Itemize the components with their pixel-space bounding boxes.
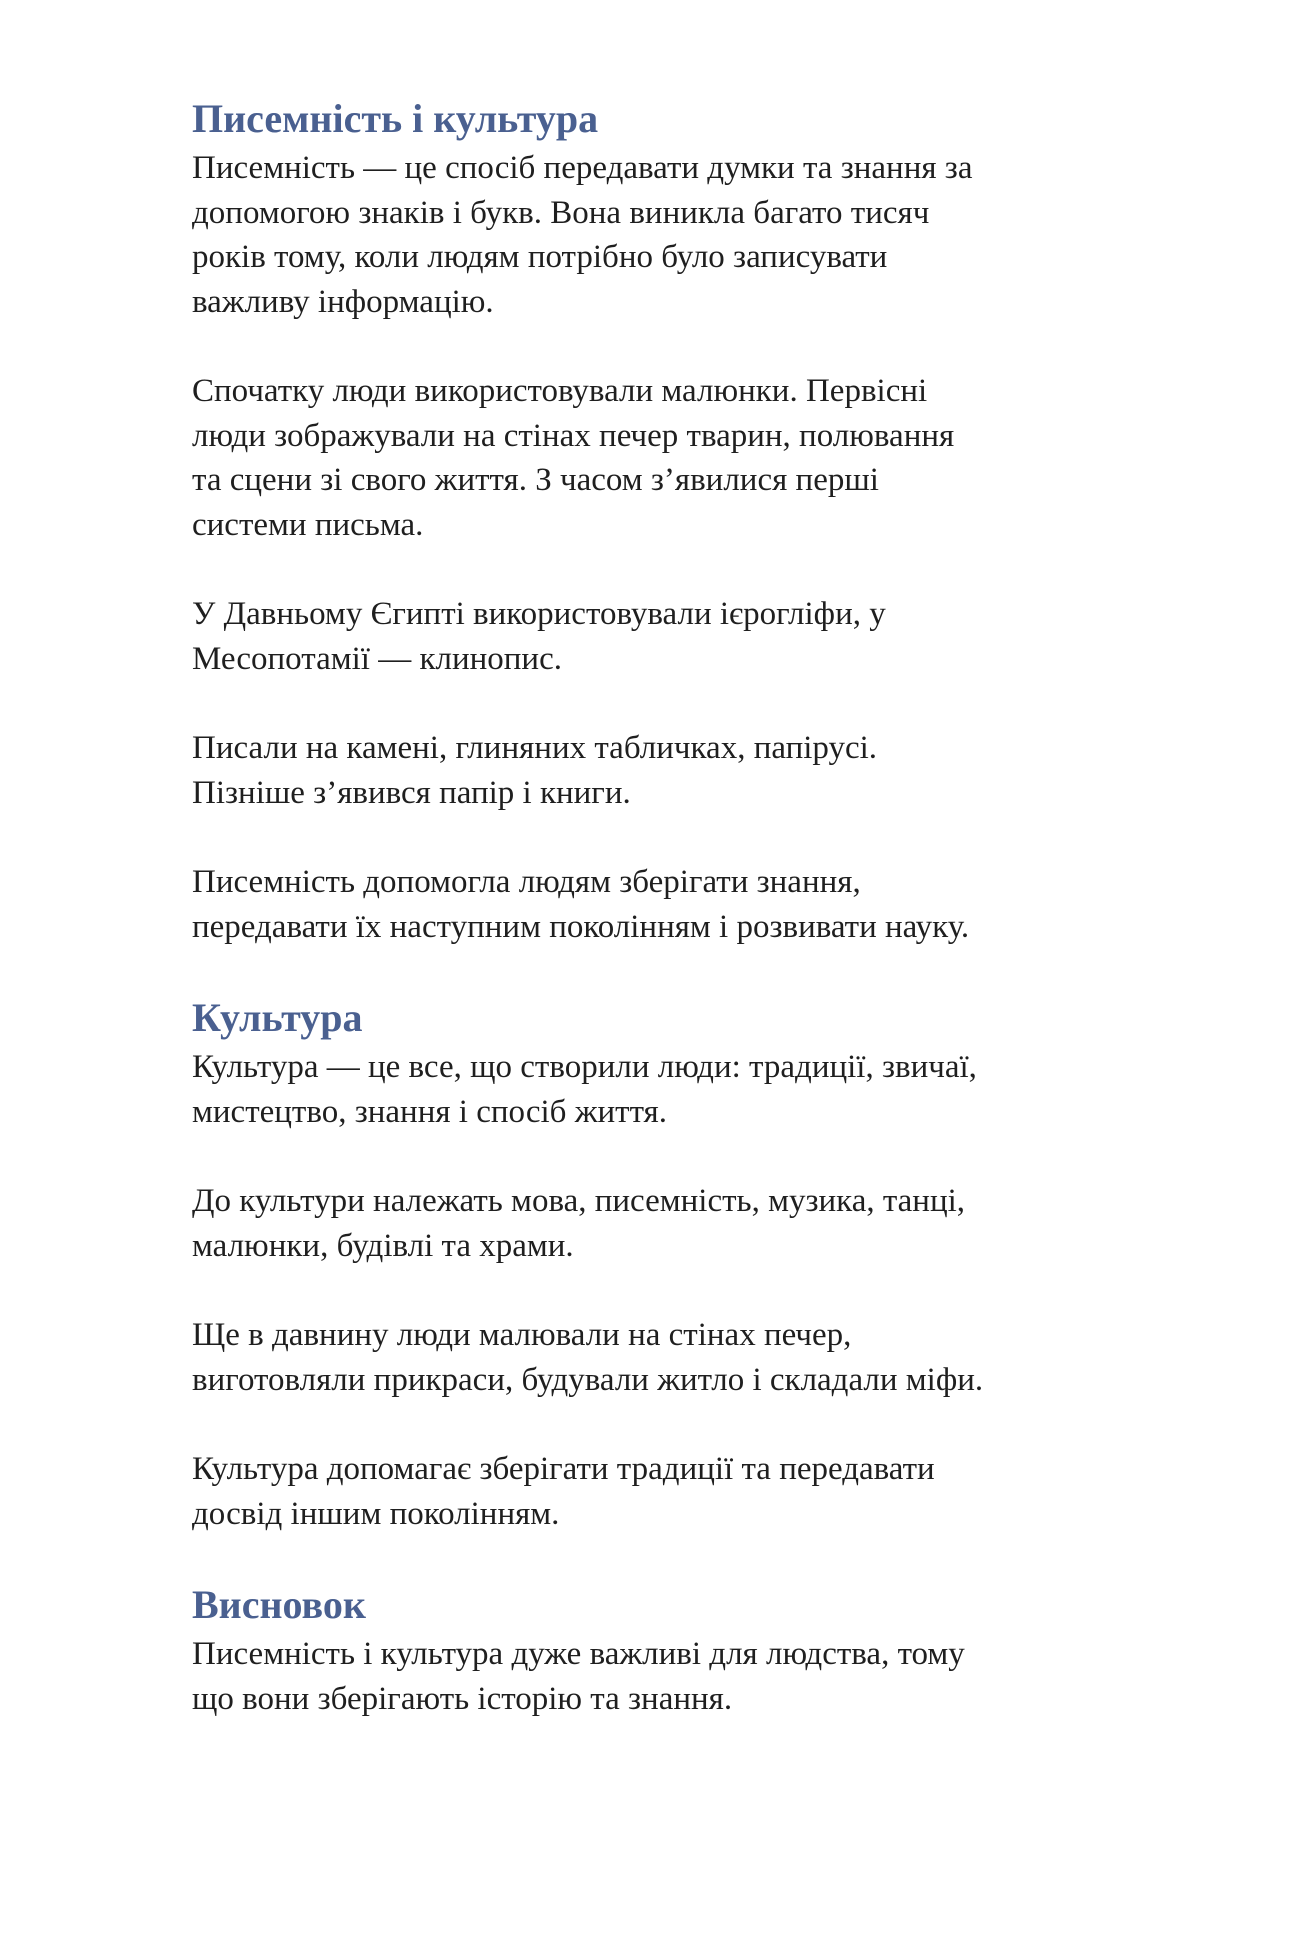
paragraph: Культура допомагає зберігати традиції та передавати досвід іншим поколінням.: [192, 1451, 935, 1532]
paragraph: До культури належать мова, писемність, музика, танці, малюнки, будівлі та храми.: [192, 1183, 966, 1264]
paragraph: У Давньому Єгипті використовували ієрогліфи, у Месопотамії — клинопис.: [192, 596, 886, 677]
section-writing-and-culture: [192, 92, 1132, 949]
paragraph: Спочатку люди використовували малюнки. Первісні люди зображували на стінах печер тварин, полювання та сцени зі свого життя. З часом з’явилися перші системи письма.: [192, 373, 955, 543]
paragraph: Писемність допомогла людям зберігати знання, передавати їх наступним поколінням і розвивати науку.: [192, 864, 970, 945]
section-culture: [192, 991, 1132, 1536]
paragraph: Писемність — це спосіб передавати думки та знання за допомогою знаків і букв. Вона виникла багато тисяч років тому, коли людям потрібно було записувати важливу інформацію.: [192, 150, 973, 320]
paragraph: Писали на камені, глиняних табличках, папірусі. Пізніше з’явився папір і книги.: [192, 730, 878, 811]
section-title: Писемність і культура: [192, 96, 599, 141]
document-page: [192, 92, 1132, 1721]
paragraph: Писемність і культура дуже важливі для людства, тому що вони зберігають історію та знання.: [192, 1636, 965, 1717]
section-title: Висновок: [192, 1582, 366, 1627]
section-conclusion: [192, 1578, 1132, 1721]
paragraph: Культура — це все, що створили люди: традиції, звичаї, мистецтво, знання і спосіб життя.: [192, 1049, 977, 1130]
section-title: Культура: [192, 995, 363, 1040]
paragraph: Ще в давнину люди малювали на стінах печер, виготовляли прикраси, будували житло і складали міфи.: [192, 1317, 984, 1398]
